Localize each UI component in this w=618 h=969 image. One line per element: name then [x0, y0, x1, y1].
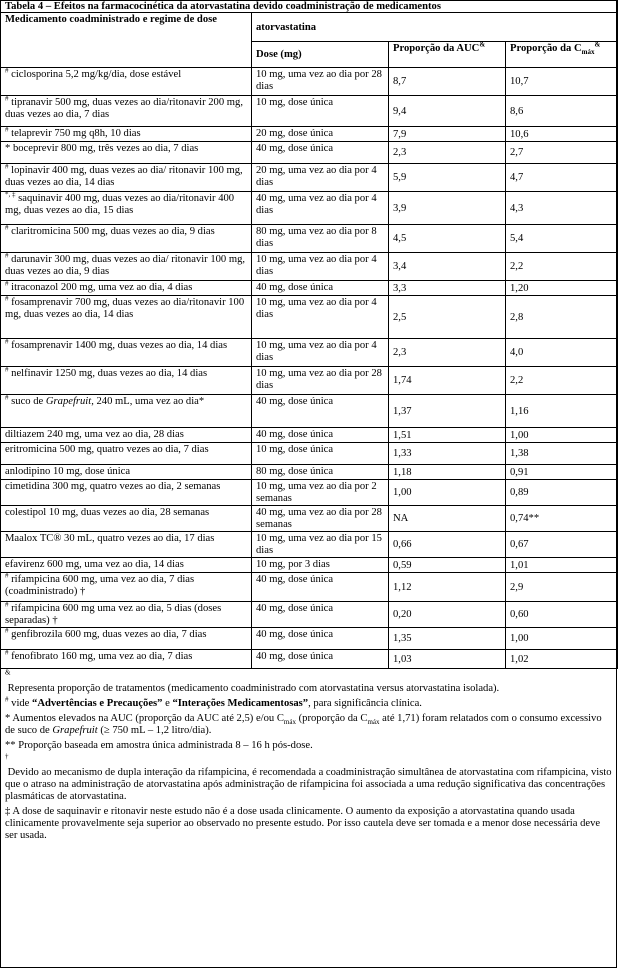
cell-drug [1, 465, 252, 480]
note-double-dagger: ‡ A dose de saquinavir e ritonavir neste estudo não é a dose usada clinicamente. O aumento da exposição a atorvastatina quando usada clinicamente provavelmente seja superior ao observado no presente estudo. Por isso cautela deve ser tomada e a menor dose necessária deve ser usada. [5, 806, 601, 841]
note-hash-d: “Interações Medicamentosas” [172, 698, 309, 709]
table-row [1, 506, 618, 532]
cell-drug [1, 253, 252, 281]
cell-drug [1, 650, 252, 669]
note-hash-c: e [162, 698, 173, 709]
cell-auc: 8,7 [389, 68, 506, 96]
cell-cmax: 0,67 [506, 532, 618, 558]
cell-dose: 80 mg, uma vez ao dia por 8 dias [252, 225, 389, 253]
cell-cmax: 4,0 [506, 339, 618, 367]
header-cmax-mark: & [594, 40, 601, 49]
cell-drug [1, 395, 252, 428]
cell-dose: 40 mg, dose única [252, 602, 389, 628]
cell-drug [1, 68, 252, 96]
note-dagger-text: Devido ao mecanismo de dupla interação da rifampicina, é recomendada a coadministração simultânea de atorvastatina com rifampicina, visto que o atraso na administração de atorvastatina após administração de rifampicina foi associada a uma redução significativa das concentrações plasmáticas de atorvastatina. [5, 767, 612, 802]
table-row [1, 127, 618, 142]
cell-drug [1, 192, 252, 225]
table-row [1, 532, 618, 558]
cell-dose: 40 mg, dose única [252, 142, 389, 164]
cell-drug-text: genfibrozila 600 mg, duas vezes ao dia, 7 dias [11, 629, 207, 640]
cell-drug [1, 480, 252, 506]
cell-drug-mark: # [5, 393, 9, 402]
cell-dose: 40 mg, dose única [252, 281, 389, 296]
cell-auc: 3,4 [389, 253, 506, 281]
cell-auc: NA [389, 506, 506, 532]
cell-drug-mark: # [5, 223, 9, 232]
cell-drug-text: rifampicina 600 mg, uma vez ao dia, 7 dias (coadministrado) † [5, 574, 195, 597]
cell-drug-mark: # [5, 337, 9, 346]
cell-drug-text: lopinavir 400 mg, duas vezes ao dia/ ritonavir 100 mg, duas vezes ao dia, 14 dias [5, 165, 243, 188]
cell-drug-text: , 240 mL, uma vez ao dia* [91, 396, 205, 407]
cell-drug-mark: # [5, 125, 9, 134]
cell-auc: 1,12 [389, 573, 506, 602]
table-title: Tabela 4 – Efeitos na farmacocinética da atorvastatina devido coadministração de medicamentos [1, 1, 618, 13]
note-hash-b: “Advertências e Precauções” [32, 698, 163, 709]
cell-drug-text: Maalox TC® 30 mL, quatro vezes ao dia, 17 dias [5, 533, 215, 544]
note-dagger-mark: † [5, 752, 9, 761]
cell-cmax: 1,02 [506, 650, 618, 669]
cell-drug-text: cimetidina 300 mg, quatro vezes ao dia, 2 semanas [5, 481, 221, 492]
cell-drug [1, 96, 252, 127]
cell-drug [1, 532, 252, 558]
cell-cmax: 2,8 [506, 296, 618, 339]
note-asterisk-sub2: máx [367, 718, 380, 727]
cell-cmax: 1,00 [506, 628, 618, 650]
cell-cmax: 5,4 [506, 225, 618, 253]
cell-drug-text: fenofibrato 160 mg, uma vez ao dia, 7 dias [11, 651, 193, 662]
cell-dose: 20 mg, dose única [252, 127, 389, 142]
cell-drug-text: efavirenz 600 mg, uma vez ao dia, 14 dias [5, 559, 184, 570]
table-row [1, 573, 618, 602]
cell-dose: 40 mg, uma vez ao dia por 28 semanas [252, 506, 389, 532]
header-auc [389, 42, 506, 68]
cell-drug [1, 602, 252, 628]
cell-dose: 40 mg, uma vez ao dia por 4 dias [252, 192, 389, 225]
cell-drug-text: ciclosporina 5,2 mg/kg/dia, dose estável [11, 69, 182, 80]
cell-drug-text: nelfinavir 1250 mg, duas vezes ao dia, 14 dias [11, 368, 208, 379]
cell-auc: 1,03 [389, 650, 506, 669]
cell-dose: 10 mg, uma vez ao dia por 15 dias [252, 532, 389, 558]
cell-dose: 80 mg, dose única [252, 465, 389, 480]
footnotes [1, 669, 616, 849]
cell-drug-mark: # [5, 66, 9, 75]
table-row [1, 428, 618, 443]
table-row [1, 253, 618, 281]
cell-drug-mark: # [5, 600, 9, 609]
cell-cmax: 0,91 [506, 465, 618, 480]
cell-drug-emphasis: Grapefruit [45, 396, 92, 407]
header-row-1 [1, 13, 618, 42]
cell-auc: 1,18 [389, 465, 506, 480]
table-row [1, 443, 618, 465]
cell-cmax: 2,2 [506, 367, 618, 395]
cell-drug-mark: # [5, 251, 9, 260]
table-row [1, 628, 618, 650]
cell-drug [1, 558, 252, 573]
note-asterisk-sub1: máx [283, 718, 296, 727]
cell-auc: 2,5 [389, 296, 506, 339]
cell-cmax: 2,9 [506, 573, 618, 602]
cell-auc: 0,59 [389, 558, 506, 573]
header-auc-mark: & [479, 40, 486, 49]
cell-drug-text: diltiazem 240 mg, uma vez ao dia, 28 dias [5, 429, 184, 440]
cell-drug-mark: # [5, 279, 9, 288]
cell-drug-text: fosamprenavir 1400 mg, duas vezes ao dia, 14 dias [11, 340, 228, 351]
cell-drug [1, 573, 252, 602]
cell-dose: 20 mg, uma vez ao dia por 4 dias [252, 164, 389, 192]
table-row [1, 339, 618, 367]
cell-cmax: 8,6 [506, 96, 618, 127]
note-ampersand-text: Representa proporção de tratamentos (medicamento coadministrado com atorvastatina versus atorvastatina isolada). [7, 683, 500, 694]
cell-cmax: 4,3 [506, 192, 618, 225]
cell-drug [1, 127, 252, 142]
note-hash-a: vide [8, 698, 33, 709]
cell-auc: 1,35 [389, 628, 506, 650]
note-hash [5, 695, 612, 710]
cell-dose: 10 mg, dose única [252, 96, 389, 127]
cell-drug-mark: # [5, 648, 9, 657]
cell-drug [1, 443, 252, 465]
cell-drug [1, 628, 252, 650]
cell-cmax: 2,7 [506, 142, 618, 164]
cell-auc: 1,33 [389, 443, 506, 465]
cell-drug [1, 367, 252, 395]
cell-drug [1, 225, 252, 253]
note-asterisk-a: * Aumentos elevados na AUC (proporção da AUC até 2,5) e/ou C [5, 713, 284, 724]
cell-drug [1, 296, 252, 339]
cell-auc: 0,20 [389, 602, 506, 628]
cell-drug-mark: # [5, 162, 9, 171]
cell-auc: 5,9 [389, 164, 506, 192]
note-asterisk-d: (≥ 750 mL – 1,2 litro/dia). [97, 725, 212, 736]
table-row [1, 650, 618, 669]
cell-drug-text: claritromicina 500 mg, duas vezes ao dia, 9 dias [11, 226, 215, 237]
cell-dose: 10 mg, por 3 dias [252, 558, 389, 573]
table-row [1, 558, 618, 573]
cell-auc: 7,9 [389, 127, 506, 142]
cell-drug-mark: *, ‡ [5, 190, 16, 199]
cell-cmax: 1,20 [506, 281, 618, 296]
header-cmax [506, 42, 618, 68]
table-row [1, 465, 618, 480]
note-asterisk-em: Grapefruit [52, 725, 98, 736]
cell-drug-text: rifampicina 600 mg uma vez ao dia, 5 dias (doses separadas) † [5, 603, 222, 626]
cell-drug-text: darunavir 300 mg, duas vezes ao dia/ ritonavir 100 mg, duas vezes ao dia, 9 dias [5, 254, 246, 277]
cell-cmax: 1,00 [506, 428, 618, 443]
note-ampersand [5, 668, 612, 695]
cell-drug-text: telaprevir 750 mg q8h, 10 dias [11, 128, 141, 139]
header-auc-label: Proporção da AUC [393, 43, 480, 54]
note-double-asterisk: ** Proporção baseada em amostra única administrada 8 – 16 h pós-dose. [5, 740, 313, 751]
table-row [1, 225, 618, 253]
cell-cmax: 1,16 [506, 395, 618, 428]
cell-drug-prefix: suco de [11, 396, 46, 407]
table-row [1, 192, 618, 225]
cell-dose: 10 mg, uma vez ao dia por 28 dias [252, 367, 389, 395]
cell-drug-text: * boceprevir 800 mg, três vezes ao dia, 7 dias [5, 143, 199, 154]
cell-cmax: 0,74** [506, 506, 618, 532]
table-row [1, 296, 618, 339]
cell-dose: 40 mg, dose única [252, 573, 389, 602]
cell-cmax: 10,7 [506, 68, 618, 96]
cell-drug-text: fosamprenavir 700 mg, duas vezes ao dia/ritonavir 100 mg, duas vezes ao dia, 14 dias [5, 297, 245, 320]
header-dose: Dose (mg) [252, 42, 389, 68]
cell-drug [1, 142, 252, 164]
cell-auc: 1,37 [389, 395, 506, 428]
cell-drug-mark: # [5, 94, 9, 103]
cell-auc: 2,3 [389, 339, 506, 367]
cell-drug-mark: # [5, 365, 9, 374]
note-asterisk-c: até 1,71) foram relatados com o consumo excessivo de suco de [5, 713, 602, 736]
cell-cmax: 1,01 [506, 558, 618, 573]
cell-auc: 1,74 [389, 367, 506, 395]
cell-drug [1, 281, 252, 296]
cell-cmax: 0,60 [506, 602, 618, 628]
cell-dose: 40 mg, dose única [252, 650, 389, 669]
cell-cmax: 10,6 [506, 127, 618, 142]
table-row [1, 164, 618, 192]
table-row [1, 142, 618, 164]
note-asterisk [5, 713, 612, 737]
cell-auc: 0,66 [389, 532, 506, 558]
cell-drug [1, 164, 252, 192]
cell-cmax: 4,7 [506, 164, 618, 192]
table-row [1, 68, 618, 96]
header-atorvastatina: atorvastatina [252, 13, 618, 42]
cell-drug-mark: # [5, 294, 9, 303]
cell-drug-text: anlodipino 10 mg, dose única [5, 466, 131, 477]
cell-drug-mark: # [5, 626, 9, 635]
note-ampersand-mark: & [5, 668, 11, 677]
cell-drug [1, 506, 252, 532]
cell-dose: 10 mg, uma vez ao dia por 4 dias [252, 253, 389, 281]
cell-cmax: 0,89 [506, 480, 618, 506]
cell-auc: 3,9 [389, 192, 506, 225]
cell-dose: 10 mg, uma vez ao dia por 4 dias [252, 296, 389, 339]
header-cmax-label: Proporção da C [510, 43, 582, 54]
cell-dose: 10 mg, uma vez ao dia por 28 dias [252, 68, 389, 96]
table-row [1, 367, 618, 395]
table-row [1, 602, 618, 628]
cell-cmax: 2,2 [506, 253, 618, 281]
cell-dose: 40 mg, dose única [252, 428, 389, 443]
cell-dose: 40 mg, dose única [252, 395, 389, 428]
table-row [1, 395, 618, 428]
cell-drug-text: saquinavir 400 mg, duas vezes ao dia/ritonavir 400 mg, duas vezes ao dia, 15 dias [5, 193, 235, 216]
cell-drug-text: eritromicina 500 mg, quatro vezes ao dia, 7 dias [5, 444, 209, 455]
cell-dose: 40 mg, dose única [252, 628, 389, 650]
cell-dose: 10 mg, uma vez ao dia por 4 dias [252, 339, 389, 367]
cell-auc: 2,3 [389, 142, 506, 164]
cell-drug-text: colestipol 10 mg, duas vezes ao dia, 28 semanas [5, 507, 210, 518]
note-asterisk-b: (proporção da C [295, 713, 368, 724]
note-hash-e: , para significância clínica. [308, 698, 422, 709]
cell-drug-text: tipranavir 500 mg, duas vezes ao dia/ritonavir 200 mg, duas vezes ao dia, 7 dias [5, 97, 243, 120]
cell-drug [1, 428, 252, 443]
cell-auc: 9,4 [389, 96, 506, 127]
cell-cmax: 1,38 [506, 443, 618, 465]
table-title-row [1, 1, 618, 13]
header-cmax-sub: máx [581, 48, 595, 57]
cell-dose: 10 mg, dose única [252, 443, 389, 465]
cell-auc: 4,5 [389, 225, 506, 253]
note-dagger [5, 752, 612, 803]
note-hash-mark: # [5, 695, 9, 704]
cell-drug-mark: # [5, 571, 9, 580]
table-row [1, 281, 618, 296]
cell-drug-text: itraconazol 200 mg, uma vez ao dia, 4 dias [11, 282, 193, 293]
header-drug [1, 13, 252, 68]
cell-auc: 1,51 [389, 428, 506, 443]
cell-auc: 1,00 [389, 480, 506, 506]
header-drug-label: Medicamento coadministrado e regime de dose [5, 14, 217, 25]
cell-dose: 10 mg, uma vez ao dia por 2 semanas [252, 480, 389, 506]
cell-drug [1, 339, 252, 367]
table-row [1, 480, 618, 506]
cell-auc: 3,3 [389, 281, 506, 296]
table-row [1, 96, 618, 127]
